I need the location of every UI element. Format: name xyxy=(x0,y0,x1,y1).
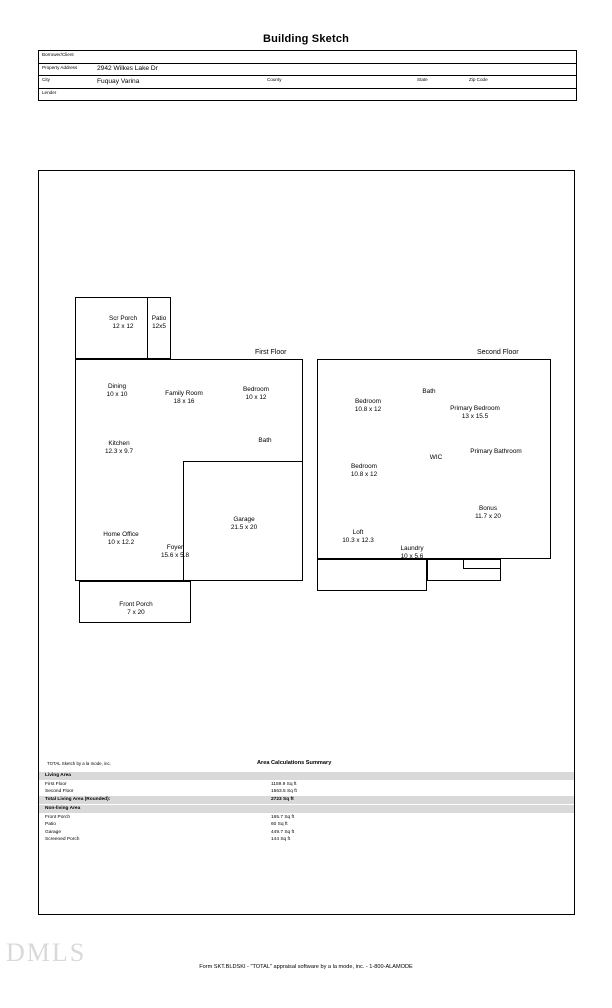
area-row-second-floor xyxy=(39,789,574,797)
total-living-area-band xyxy=(39,796,574,804)
area-row-patio xyxy=(39,822,574,830)
info-row-borrower xyxy=(39,51,576,64)
room-label-bonus xyxy=(453,505,523,521)
front-porch-area-value: 165.7 Sq ft xyxy=(271,814,295,820)
bonus-dims: 11.7 x 20 xyxy=(475,513,501,521)
room-label-bedroom-second-b xyxy=(329,463,399,479)
borrower-label: Borrower/Client xyxy=(42,52,74,57)
garage-area-name: Garage xyxy=(45,829,61,835)
form-footer-note: Form SKT.BLDSKI - "TOTAL" appraisal software by a la mode, inc. - 1-800-ALAMODE xyxy=(199,964,413,970)
room-label-patio xyxy=(147,315,171,331)
second-floor-area-name: Second Floor xyxy=(45,789,74,794)
property-address-label: Property Address xyxy=(42,64,78,70)
room-label-front-porch xyxy=(101,601,171,617)
first-floor-area-value: 1159.9 Sq ft xyxy=(271,781,297,787)
garage-dims: 21.5 x 20 xyxy=(230,524,258,532)
screened-porch-area-value: 144 Sq ft xyxy=(271,837,291,842)
area-summary-title: Area Calculations Summary xyxy=(257,760,332,766)
second-floor-lower-left-outline xyxy=(317,559,427,591)
bath-first-name: Bath xyxy=(258,437,272,444)
living-area-heading: Living Area xyxy=(45,772,71,778)
sketch-credit: TOTAL Sketch by a la mode, inc. xyxy=(47,761,111,766)
county-label: County xyxy=(267,77,282,82)
room-label-bedroom-first xyxy=(225,386,287,402)
patio-name: Patio xyxy=(151,315,167,322)
area-row-garage xyxy=(39,829,574,837)
second-floor-bonus-step-outline xyxy=(463,559,501,569)
garage-area-value: 449.7 Sq ft xyxy=(271,829,295,835)
room-label-loft xyxy=(325,529,391,545)
bedroom-first-dims: 10 x 12 xyxy=(245,394,267,402)
dining-name: Dining xyxy=(107,383,127,390)
laundry-dims: 10 x 5.6 xyxy=(400,553,424,561)
city-value: Fuquay Varina xyxy=(97,77,140,85)
scr-porch-name: Scr Porch xyxy=(108,315,138,322)
primary-bedroom-dims: 13 x 15.5 xyxy=(461,413,489,421)
room-label-dining xyxy=(87,383,147,399)
info-row-lender xyxy=(39,89,576,101)
bedroom-second-b-dims: 10.8 x 12 xyxy=(350,471,378,479)
room-label-family-room xyxy=(149,390,219,406)
building-sketch-canvas xyxy=(38,170,575,915)
front-porch-area-name: Front Porch xyxy=(45,814,71,820)
bedroom-first-name: Bedroom xyxy=(243,386,269,393)
zip-code-label: Zip Code xyxy=(469,77,488,82)
page-title: Building Sketch xyxy=(262,33,350,45)
home-office-name: Home Office xyxy=(103,531,139,538)
patio-area-name: Patio xyxy=(45,822,56,827)
area-row-screened-porch xyxy=(39,837,574,845)
kitchen-name: Kitchen xyxy=(108,440,130,447)
loft-dims: 10.3 x 12.3 xyxy=(342,537,374,545)
front-porch-dims: 7 x 20 xyxy=(127,609,145,617)
primary-bathroom-name: Primary Bathroom xyxy=(470,448,522,455)
bedroom-second-a-dims: 10.8 x 12 xyxy=(354,406,382,414)
area-row-first-floor xyxy=(39,781,574,789)
room-label-kitchen xyxy=(83,440,155,456)
room-label-foyer xyxy=(137,544,213,560)
garage-name: Garage xyxy=(233,516,255,523)
second-floor-label: Second Floor xyxy=(477,349,519,356)
room-label-scr-porch xyxy=(91,315,155,331)
room-label-bath-second xyxy=(409,388,449,396)
watermark-logo: DMLS xyxy=(6,938,87,967)
property-info-table xyxy=(38,50,577,101)
living-area-band xyxy=(39,772,574,780)
bedroom-second-b-name: Bedroom xyxy=(351,463,377,470)
bedroom-second-a-name: Bedroom xyxy=(355,398,381,405)
room-label-primary-bedroom xyxy=(425,405,525,421)
info-row-city xyxy=(39,76,576,89)
front-porch-name: Front Porch xyxy=(119,601,153,608)
bath-second-name: Bath xyxy=(422,388,436,395)
non-living-area-heading: Non-living Area xyxy=(45,805,81,811)
first-floor-area-name: First Floor xyxy=(45,781,67,787)
property-address-value: 2942 Wilkes Lake Dr xyxy=(97,65,158,72)
home-office-dims: 10 x 12.2 xyxy=(107,539,135,547)
non-living-area-band xyxy=(39,805,574,813)
kitchen-dims: 12.3 x 9.7 xyxy=(104,448,134,456)
foyer-name: Foyer xyxy=(166,544,184,551)
family-room-name: Family Room xyxy=(165,390,203,397)
first-floor-label: First Floor xyxy=(255,349,287,356)
area-row-front-porch xyxy=(39,814,574,822)
city-label: City xyxy=(42,77,50,82)
second-floor-area-value: 1563.5 Sq ft xyxy=(271,789,297,794)
loft-name: Loft xyxy=(352,529,364,536)
lender-label: Lender xyxy=(42,89,57,95)
foyer-dims: 15.6 x 5.8 xyxy=(160,552,190,560)
family-room-dims: 18 x 16 xyxy=(173,398,195,406)
room-label-bedroom-second-a xyxy=(333,398,403,414)
total-living-area-value: 2723 Sq ft xyxy=(271,796,294,802)
info-row-address xyxy=(39,64,576,77)
bonus-name: Bonus xyxy=(478,505,498,512)
patio-area-value: 60 Sq ft xyxy=(271,822,288,827)
dining-dims: 10 x 10 xyxy=(106,391,128,399)
total-living-area-name: Total Living Area (Rounded): xyxy=(45,796,111,802)
wic-name: WIC xyxy=(429,454,443,461)
state-label: State xyxy=(417,77,428,82)
scr-porch-dims: 12 x 12 xyxy=(112,323,134,331)
laundry-name: Laundry xyxy=(400,545,424,552)
room-label-primary-bathroom xyxy=(443,448,549,456)
screened-porch-area-name: Screened Porch xyxy=(45,837,80,842)
room-label-laundry xyxy=(379,545,445,561)
room-label-bath-first xyxy=(245,437,285,445)
room-label-garage xyxy=(209,516,279,532)
patio-dims: 12x5 xyxy=(152,323,166,331)
primary-bedroom-name: Primary Bedroom xyxy=(450,405,500,412)
